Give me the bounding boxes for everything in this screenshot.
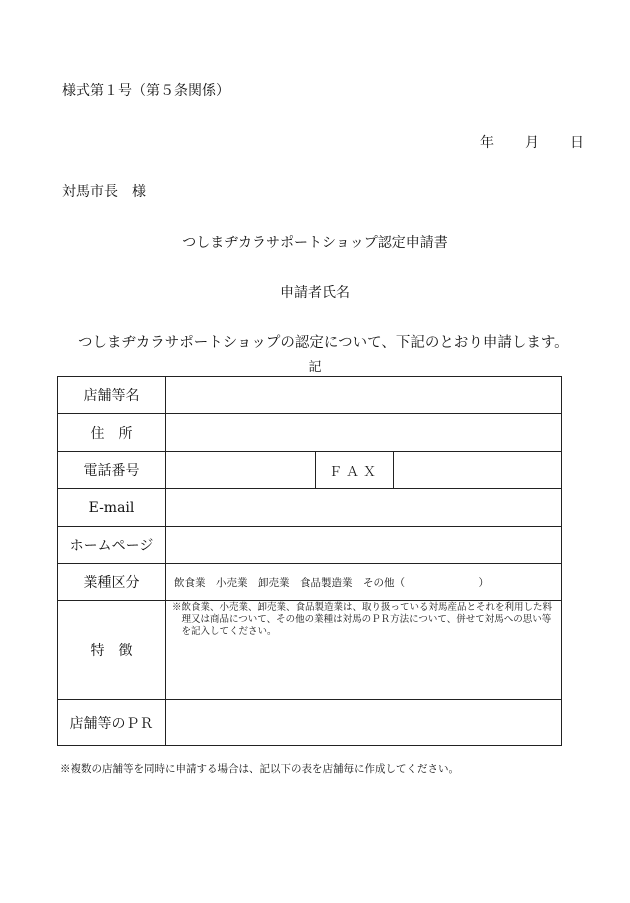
industry-label: 業種区分 xyxy=(58,564,166,601)
row-phone-fax xyxy=(58,452,562,489)
date-day-label: 日 xyxy=(570,135,584,151)
industry-options[interactable]: 飲食業 小売業 卸売業 食品製造業 その他（ ） xyxy=(166,564,562,601)
document-title: つしまヂカラサポートショップ認定申請書 xyxy=(182,235,448,251)
row-shop-name xyxy=(58,377,562,414)
footnote: ※複数の店舗等を同時に申請する場合は、記以下の表を店舗毎に作成してください。 xyxy=(60,763,459,775)
application-table xyxy=(57,376,562,746)
row-features xyxy=(58,601,562,700)
form-number: 様式第１号（第５条関係） xyxy=(62,83,230,99)
fax-label: ＦＡＸ xyxy=(316,452,394,489)
email-field[interactable] xyxy=(166,489,562,527)
phone-field[interactable] xyxy=(166,452,316,489)
email-label: E-mail xyxy=(58,489,166,527)
row-industry xyxy=(58,564,562,601)
date-year-label: 年 xyxy=(480,135,494,151)
row-shop-pr xyxy=(58,700,562,746)
row-address xyxy=(58,414,562,452)
address-field[interactable] xyxy=(166,414,562,452)
phone-label: 電話番号 xyxy=(58,452,166,489)
features-field[interactable] xyxy=(166,601,562,700)
fax-field[interactable] xyxy=(394,452,562,489)
shop-pr-label: 店舗等のＰＲ xyxy=(58,700,166,746)
shop-name-field[interactable] xyxy=(166,377,562,414)
features-note: ※飲食業、小売業、卸売業、食品製造業は、取り扱っている対馬産品とそれを利用した料理又は商品について、その他の業種は対馬のＰＲ方法について、併せて対馬への思い等を記入してください。 xyxy=(172,602,553,637)
homepage-field[interactable] xyxy=(166,527,562,564)
row-homepage xyxy=(58,527,562,564)
date-month-label: 月 xyxy=(525,135,539,151)
features-label: 特 徴 xyxy=(58,601,166,700)
row-email xyxy=(58,489,562,527)
address-label: 住 所 xyxy=(58,414,166,452)
applicant-name-label: 申請者氏名 xyxy=(280,285,350,301)
addressee: 対馬市長 様 xyxy=(62,184,146,200)
ki-heading: 記 xyxy=(308,360,322,375)
shop-pr-field[interactable] xyxy=(166,700,562,746)
homepage-label: ホームページ xyxy=(58,527,166,564)
shop-name-label: 店舗等名 xyxy=(58,377,166,414)
intro-text: つしまヂカラサポートショップの認定について、下記のとおり申請します。 xyxy=(78,335,569,351)
